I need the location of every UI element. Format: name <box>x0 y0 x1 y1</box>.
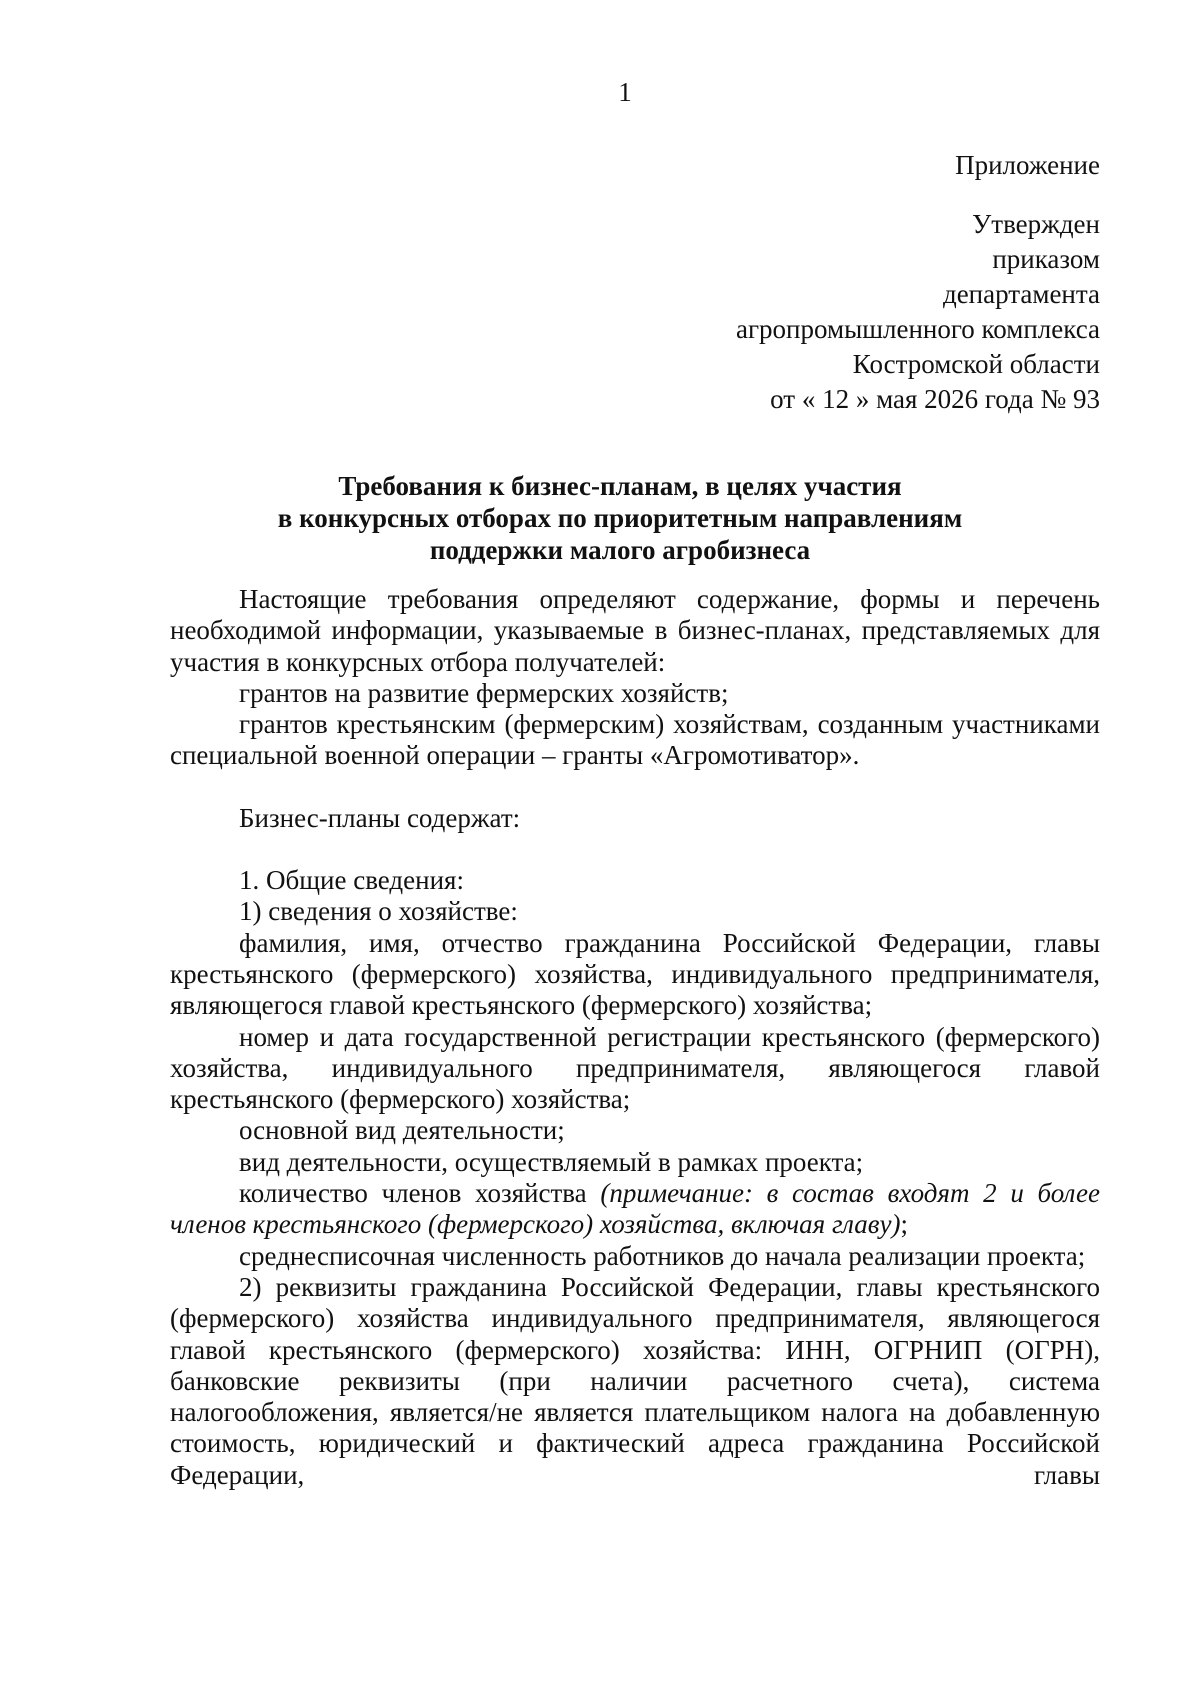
requirement-item: вид деятельности, осуществляемый в рамках проекта; <box>239 1146 864 1177</box>
document-title <box>170 470 1070 566</box>
members-note: (примечание: в состав входят 2 и более членов крестьянского (фермерского) хозяйства, включая главу) <box>170 1178 1100 1240</box>
members-end: ; <box>900 1209 908 1240</box>
document-body <box>170 584 1100 1491</box>
requirement-item: фамилия, имя, отчество гражданина Российской Федерации, главы крестьянского (фермерского) хозяйства, индивидуального предпринимателя, являющегося главой крестьянского (фермерского) хозяйства; <box>170 927 1100 1021</box>
subsection-item: 1) сведения о хозяйстве: <box>239 896 518 927</box>
grant-item: грантов крестьянским (фермерским) хозяйствам, созданным участниками специальной военной операции – гранты «Агромотиватор». <box>170 709 1100 771</box>
members-text: количество членов хозяйства <box>239 1178 601 1209</box>
contains-paragraph: Бизнес-планы содержат: <box>239 802 521 833</box>
appendix-label: Приложение <box>955 150 1100 180</box>
requirement-item: основной вид деятельности; <box>239 1115 565 1146</box>
requirement-item <box>170 1178 1100 1241</box>
approval-line: агропромышленного комплекса <box>736 314 1100 344</box>
title-line: Требования к бизнес-планам, в целях участия <box>338 471 902 501</box>
title-line: в конкурсных отборах по приоритетным направлениям <box>277 503 963 533</box>
approval-stamp <box>736 148 1100 417</box>
section-heading: 1. Общие сведения: <box>239 865 464 896</box>
requirement-item: среднесписочная численность работников до начала реализации проекта; <box>239 1240 1086 1271</box>
approval-line: приказом <box>992 244 1100 274</box>
approval-line: Костромской области <box>852 349 1100 379</box>
approval-line: от « 12 » мая 2026 года № 93 <box>770 384 1100 414</box>
approval-line: департамента <box>942 279 1100 309</box>
title-line: поддержки малого агробизнеса <box>429 535 811 565</box>
intro-paragraph: Настоящие требования определяют содержание, формы и перечень необходимой информации, указываемые в бизнес-планах, представляемых для участия в конкурсных отбора получателей: <box>170 584 1100 677</box>
grant-item: грантов на развитие фермерских хозяйств; <box>239 677 729 708</box>
requirement-item: номер и дата государственной регистрации крестьянского (фермерского) хозяйства, индивидуального предпринимателя, являющегося главой крестьянского (фермерского) хозяйства; <box>170 1021 1100 1115</box>
subsection-item: 2) реквизиты гражданина Российской Федерации, главы крестьянского (фермерского) хозяйства индивидуального предпринимателя, являющегося главой крестьянского (фермерского) хозяйства: ИНН, ОГРНИП (ОГРН), банковские реквизиты (при наличии расчетного счета), система налогообложения, является/не является плательщиком налога на добавленную стоимость, юридический и фактический адреса гражданина Российской Федерации, главы <box>170 1271 1100 1490</box>
approval-line: Утвержден <box>972 209 1100 239</box>
page-number: 1 <box>618 77 632 107</box>
